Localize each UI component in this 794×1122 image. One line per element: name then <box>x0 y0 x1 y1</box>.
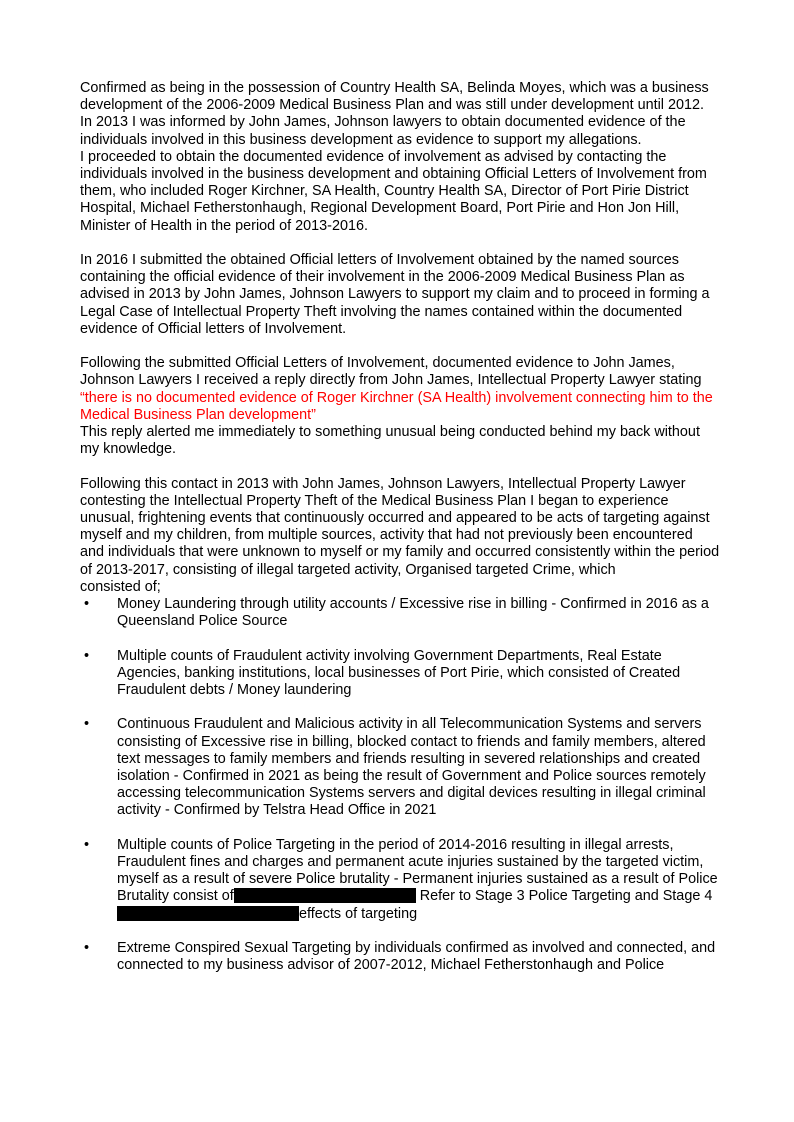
document-page <box>80 80 720 974</box>
redaction-bar <box>117 906 299 921</box>
police-targeting-text: Multiple counts of Police Targeting in the period of 2014-2016 resulting in illegal arrests, Fraudulent fines and charges and permanent acute injuries sustained by the targeted victim, myself as a result of severe Police brutality - Permanent injuries sustained as a result of Police Brutality consist of <box>117 836 718 905</box>
list-item-fraudulent-activity: • Multiple counts of Fraudulent activity involving Government Departments, Real Estate Agencies, banking institutions, local businesses of Port Pirie, which consisted of Created Fraudulent debts / Money laundering <box>80 648 720 700</box>
reply-quote: “there is no documented evidence of Roger Kirchner (SA Health) involvement connecting him to the Medical Business Plan development” <box>80 389 713 423</box>
paragraph-lawyer-reply <box>80 355 720 424</box>
list-item-telecommunication: • Continuous Fraudulent and Malicious activity in all Telecommunication Systems and servers consisting of Excessive rise in billing, blocked contact to friends and family members, altered text messages to family members and friends resulting in severed relationships and created isolation - Confirmed in 2021 as being the result of Government and Police sources remotely accessing telecommunication Systems servers and digital devices resulting in illegal criminal activity - Confirmed by Telstra Head Office in 2021 <box>80 716 720 819</box>
redaction-bar <box>234 888 416 903</box>
paragraph-submitted-2016: In 2016 I submitted the obtained Official letters of Involvement obtained by the named sources containing the official evidence of their involvement in the 2006-2009 Medical Business Plan as advised in 2013 by John James, Johnson Lawyers to support my claim and to proceed in forming a Legal Case of Intellectual Property Theft involving the names contained within the documented evidence of Official letters of Involvement. <box>80 252 710 337</box>
list-item-police-targeting <box>80 837 720 923</box>
paragraph-obtained-evidence: I proceeded to obtain the documented evidence of involvement as advised by contacting the individuals involved in the business development and obtaining Official Letters of Involvement from them, who included Roger Kirchner, SA Health, Country Health SA, Director of Port Pirie District Hospital, Michael Fetherstonhaugh, Regional Development Board, Port Pirie and Hon Jon Hill, Minister of Health in the period of 2013-2016. <box>80 148 707 234</box>
police-targeting-effects: effects of targeting <box>299 905 418 922</box>
targeting-list <box>80 596 720 974</box>
paragraph-possession: Confirmed as being in the possession of Country Health SA, Belinda Moyes, which was a business development of the 2006-2009 Medical Business Plan and was still under development until 2012. <box>80 80 709 114</box>
reply-intro: Following the submitted Official Letters of Involvement, documented evidence to John James, Johnson Lawyers I received a reply directly from John James, Intellectual Property Lawyer stating <box>80 355 702 389</box>
consisted-of-lead: consisted of; <box>80 578 161 595</box>
paragraph-alerted: This reply alerted me immediately to something unusual being conducted behind my back without my knowledge. <box>80 424 700 458</box>
paragraph-informed-2013: In 2013 I was informed by John James, Johnson lawyers to obtain documented evidence of the individuals involved in this business development as evidence to support my allegations. <box>80 114 686 148</box>
paragraph-targeting: Following this contact in 2013 with John James, Johnson Lawyers, Intellectual Property Lawyer contesting the Intellectual Property Theft of the Medical Business Plan I began to experience unusual, frightening events that continuously occurred and appeared to be acts of targeting against myself and my children, from multiple sources, activity that had not previously been encountered and individuals that were unknown to myself or my family and occurred consistently within the period of 2013-2017, consisting of illegal targeted activity, Organised targeted Crime, which <box>80 475 720 578</box>
police-targeting-refer: Refer to Stage 3 Police Targeting and Stage 4 <box>419 888 713 905</box>
list-item-money-laundering: • Money Laundering through utility accounts / Excessive rise in billing - Confirmed in 2016 as a Queensland Police Source <box>80 596 720 630</box>
list-item-sexual-targeting: • Extreme Conspired Sexual Targeting by individuals confirmed as involved and connected, and connected to my business advisor of 2007-2012, Michael Fetherstonhaugh and Police <box>80 940 720 974</box>
